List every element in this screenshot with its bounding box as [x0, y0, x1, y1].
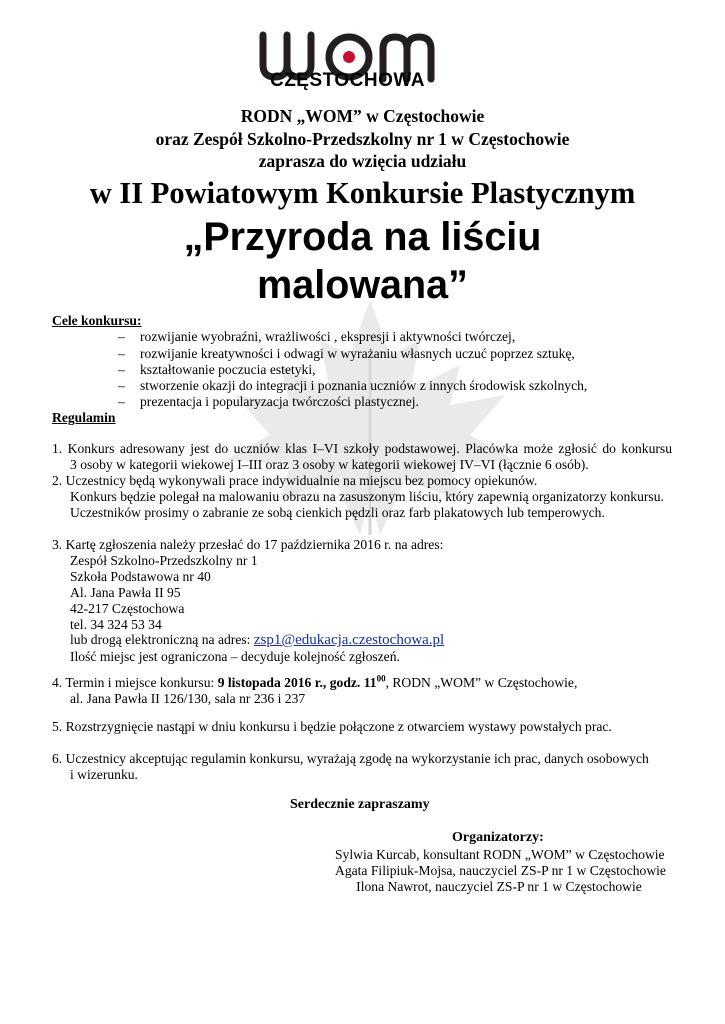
address-line: 42-217 Częstochowa: [70, 601, 185, 616]
rule-2-line3: Uczestników prosimy o zabranie ze sobą cienkich pędzli oraz farb plakatowych lub temperowych.: [70, 505, 605, 520]
email-link[interactable]: zsp1@edukacja.czestochowa.pl: [253, 632, 445, 648]
dash-bullet: –: [118, 394, 125, 409]
logo-city-name: CZĘSTOCHOWA: [269, 70, 426, 91]
invitation-line: zaprasza do wzięcia udziału: [258, 151, 467, 171]
dash-bullet: –: [118, 329, 125, 344]
rule-6-line1: 6. Uczestnicy akceptując regulamin konkursu, wyrażają zgodę na wykorzystanie ich prac, danych osobowych: [52, 751, 649, 766]
address-line: Szkoła Podstawowa nr 40: [70, 569, 211, 584]
email-prefix: lub drogą elektroniczną na adres:: [70, 632, 254, 647]
organizer-person: Agata Filipiuk-Mojsa, nauczyciel ZS-P nr 1 w Częstochowie: [335, 863, 666, 878]
dash-bullet: –: [118, 378, 125, 393]
rule-4-suffix: , RODN „WOM” w Częstochowie,: [385, 675, 578, 690]
goal-text: rozwijanie wyobraźni, wrażliwości , ekspresji i aktywności twórczej,: [140, 329, 516, 344]
rule-4-date: 9 listopada 2016 r., godz. 11: [217, 675, 377, 690]
limited-places-note: Ilość miejsc jest ograniczona – decyduje kolejność zgłoszeń.: [70, 649, 400, 664]
rule-4-line1: [52, 675, 577, 691]
rule-3-line1: 3. Kartę zgłoszenia należy przesłać do 17 października 2016 r. na adres:: [52, 537, 444, 552]
goal-text: kształtowanie poczucia estetyki,: [140, 362, 316, 377]
rule-6-line2: i wizerunku.: [70, 767, 138, 782]
phone-line: tel. 34 324 53 34: [70, 617, 162, 632]
goal-text: stworzenie okazji do integracji i poznania uczniów z innych środowisk szkolnych,: [140, 378, 588, 393]
contest-title-line2: malowana”: [257, 263, 468, 307]
co-organizer-line: oraz Zespół Szkolno-Przedszkolny nr 1 w Częstochowie: [155, 129, 570, 149]
contest-name: w II Powiatowym Konkursie Plastycznym: [89, 176, 636, 210]
organizers-heading: Organizatorzy:: [452, 830, 544, 845]
rule-1-line2: 3 osoby w kategorii wiekowej I–III oraz 3 osoby w kategorii wiekowej IV–VI (łącznie 6 osób).: [70, 457, 589, 472]
email-line: [70, 632, 444, 648]
goal-text: prezentacja i popularyzacja twórczości plastycznej.: [140, 394, 419, 409]
address-line: Al. Jana Pawła II 95: [70, 585, 181, 600]
rule-2-line1: 2. Uczestnicy będą wykonywali prace indywidualnie na miejscu bez pomocy opiekunów.: [52, 473, 538, 488]
organizer-line: RODN „WOM” w Częstochowie: [240, 106, 485, 126]
rule-2-line2: Konkurs będzie polegał na malowaniu obrazu na zasuszonym liściu, który zapewnią organizatorzy konkursu.: [70, 489, 664, 504]
rule-4-line2: al. Jana Pawła II 126/130, sala nr 236 i 237: [70, 691, 306, 706]
organizer-person: Sylwia Kurcab, konsultant RODN „WOM” w Częstochowie: [335, 847, 665, 862]
closing-greeting: Serdecznie zapraszamy: [290, 797, 430, 812]
dash-bullet: –: [118, 362, 125, 377]
organizer-person: Ilona Nawrot, nauczyciel ZS-P nr 1 w Częstochowie: [356, 879, 642, 894]
rule-1-line1: 1. Konkurs adresowany jest do uczniów klas I–VI szkoły podstawowej. Placówka może zgłosić do konkursu: [52, 441, 672, 456]
dash-bullet: –: [118, 346, 125, 361]
goals-heading: Cele konkursu:: [52, 313, 142, 328]
rule-4-minutes: 00: [376, 673, 386, 684]
goal-text: rozwijanie kreatywności i odwagi w wyrażaniu własnych uczuć poprzez sztukę,: [140, 346, 575, 361]
rules-heading: Regulamin: [52, 410, 116, 425]
rule-4-prefix: 4. Termin i miejsce konkursu:: [52, 675, 218, 690]
rule-5: 5. Rozstrzygnięcie nastąpi w dniu konkursu i będzie połączone z otwarciem wystawy powstałych prac.: [52, 719, 612, 734]
contest-title-line1: „Przyroda na liściu: [183, 215, 542, 259]
address-line: Zespół Szkolno-Przedszkolny nr 1: [70, 553, 258, 568]
